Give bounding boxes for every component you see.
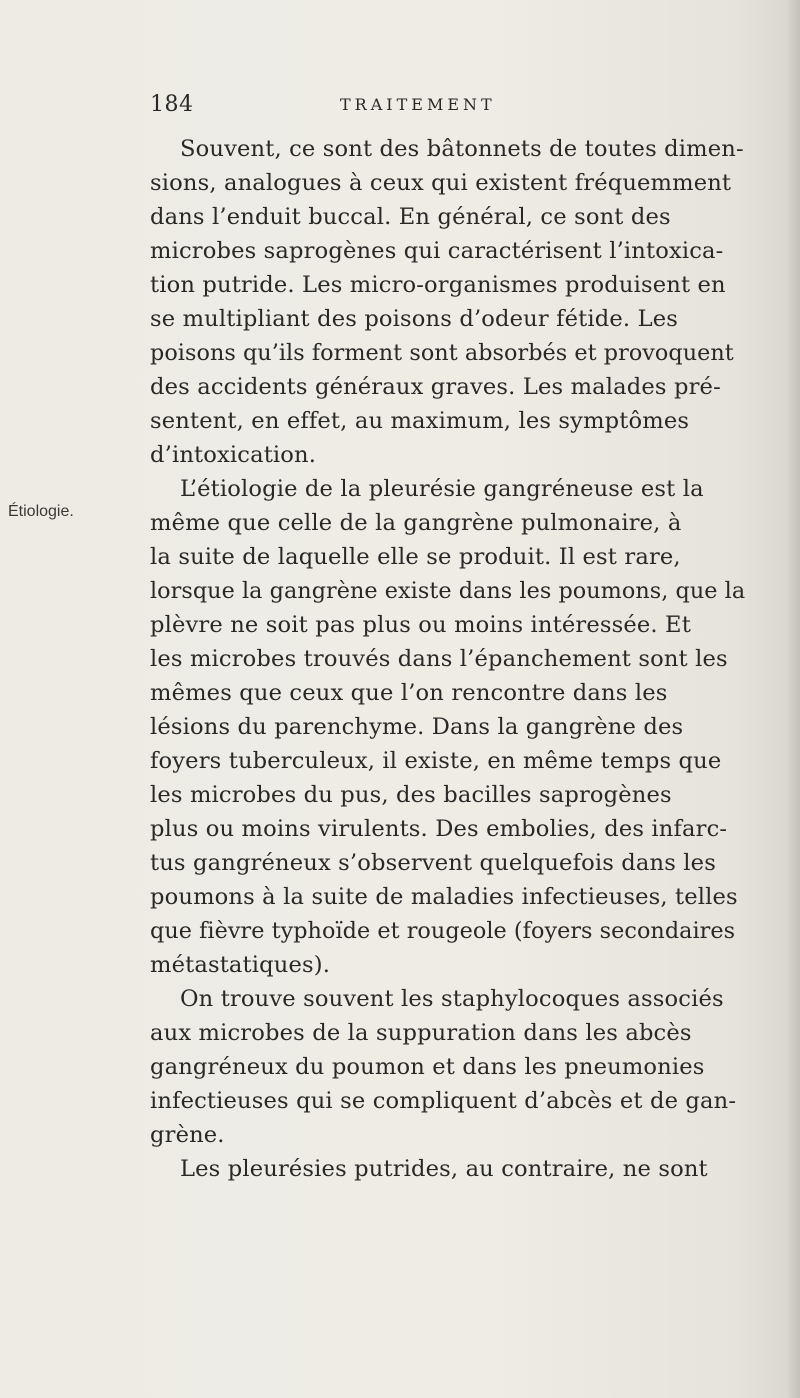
text-line: métastatiques). [150, 952, 331, 978]
text-line: aux microbes de la suppuration dans les abcès [150, 1020, 692, 1046]
text-line: plèvre ne soit pas plus ou moins intéressée. Et [150, 612, 691, 638]
margin-note-etiologie: Étiologie. [8, 503, 74, 520]
text-line: tion putride. Les micro-organismes produisent en [150, 272, 726, 298]
body-text [150, 132, 790, 1186]
text-line: microbes saprogènes qui caractérisent l’intoxica- [150, 238, 724, 264]
text-line: Les pleurésies putrides, au contraire, ne sont [180, 1156, 708, 1182]
text-line: gangréneux du poumon et dans les pneumonies [150, 1054, 705, 1080]
text-line: sentent, en effet, au maximum, les symptômes [150, 408, 690, 434]
text-line: sions, analogues à ceux qui existent fréquemment [150, 170, 732, 196]
text-line: que fièvre typhoïde et rougeole (foyers secondaires [150, 918, 736, 944]
text-line: tus gangréneux s’observent quelquefois dans les [150, 850, 716, 876]
text-line: les microbes du pus, des bacilles saprogènes [150, 782, 672, 808]
text-line: infectieuses qui se compliquent d’abcès et de gan- [150, 1088, 737, 1114]
text-line: mêmes que ceux que l’on rencontre dans les [150, 680, 668, 706]
text-line: se multipliant des poisons d’odeur fétide. Les [150, 306, 679, 332]
text-line: la suite de laquelle elle se produit. Il est rare, [150, 544, 681, 570]
text-line: plus ou moins virulents. Des embolies, des infarc- [150, 816, 728, 842]
running-title: TRAITEMENT [340, 95, 496, 114]
text-line: grène. [150, 1122, 225, 1148]
text-line: même que celle de la gangrène pulmonaire, à [150, 510, 682, 536]
text-line: On trouve souvent les staphylocoques associés [180, 986, 724, 1012]
text-line: les microbes trouvés dans l’épanchement sont les [150, 646, 728, 672]
text-line: dans l’enduit buccal. En général, ce sont des [150, 204, 671, 230]
page-number: 184 [150, 92, 194, 117]
text-line: L’étiologie de la pleurésie gangréneuse est la [180, 476, 704, 502]
text-line: lésions du parenchyme. Dans la gangrène des [150, 714, 684, 740]
text-line: Souvent, ce sont des bâtonnets de toutes dimen- [180, 136, 744, 162]
text-line: poumons à la suite de maladies infectieuses, telles [150, 884, 738, 910]
text-line: poisons qu’ils forment sont absorbés et provoquent [150, 340, 734, 366]
text-line: lorsque la gangrène existe dans les poumons, que la [150, 578, 746, 604]
text-line: foyers tuberculeux, il existe, en même temps que [150, 748, 722, 774]
text-line: des accidents généraux graves. Les malades pré- [150, 374, 721, 400]
text-line: d’intoxication. [150, 442, 317, 468]
